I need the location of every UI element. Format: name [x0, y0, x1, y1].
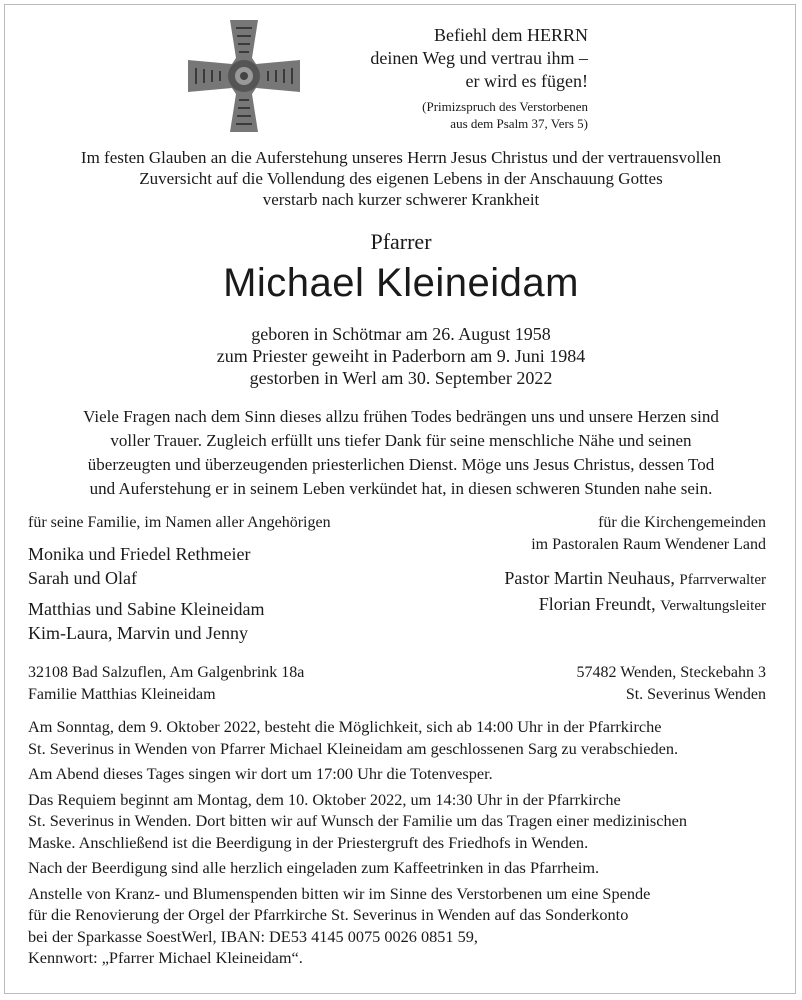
note-line: bei der Sparkasse SoestWerl, IBAN: DE53 4145 0075 0026 0851 59, [28, 926, 478, 946]
motto-verse [370, 24, 588, 93]
note-paragraph [28, 763, 772, 785]
tribute-line: voller Trauer. Zugleich erfüllt uns tiefer Dank für seine menschliche Nähe und seinen [110, 431, 692, 450]
family-members-2 [28, 597, 264, 645]
deceased-name: Michael Kleineidam [223, 261, 579, 305]
signer-role: Pfarrverwalter [679, 572, 766, 588]
intro-line: Zuversicht auf die Vollendung des eigenen Lebens in der Anschauung Gottes [139, 169, 663, 188]
note-line: Kennwort: „Pfarrer Michael Kleineidam“. [28, 948, 303, 967]
note-line: Anstelle von Kranz- und Blumenspenden bitten wir im Sinne des Verstorbenen um eine Spende [28, 883, 651, 903]
motto-source-line: aus dem Psalm 37, Vers 5) [450, 116, 588, 131]
signer [504, 566, 766, 592]
deceased-title: Pfarrer [370, 229, 432, 254]
signer-name: Florian Freundt, [538, 594, 656, 614]
motto-line: er wird es fügen! [465, 71, 588, 91]
intro-line: verstarb nach kurzer schwerer Krankheit [262, 190, 540, 209]
address-line: 57482 Wenden, Steckebahn 3 [576, 664, 766, 681]
family-address [28, 662, 304, 706]
motto-source-line: (Primizspruch des Verstorbenen [422, 99, 588, 114]
family-member: Matthias und Sabine Kleineidam [28, 599, 265, 619]
note-paragraph [28, 883, 772, 969]
family-members-1 [28, 542, 250, 590]
note-paragraph [28, 857, 772, 879]
life-dates [0, 323, 802, 389]
family-heading: für seine Familie, im Namen aller Angehörigen [28, 514, 331, 531]
date-line: geboren in Schötmar am 26. August 1958 [251, 324, 551, 344]
tribute-text [20, 405, 782, 501]
intro-text [0, 147, 802, 210]
tribute-line: überzeugten und überzeugenden priesterlichen Dienst. Möge uns Jesus Christus, dessen Tod [87, 455, 715, 474]
tribute-line: und Auferstehung er in seinem Leben verkündet hat, in diesen schweren Stunden nahe sein. [89, 479, 713, 498]
note-line: Am Sonntag, dem 9. Oktober 2022, besteht die Möglichkeit, sich ab 14:00 Uhr in der Pfarrkirche [28, 717, 662, 736]
note-line: St. Severinus in Wenden von Pfarrer Michael Kleineidam am geschlossenen Sarg zu verabschieden. [28, 738, 679, 758]
parish-address [577, 662, 766, 706]
motto-line: deinen Weg und vertrau ihm – [370, 48, 588, 68]
family-member: Sarah und Olaf [28, 568, 137, 588]
note-line: Nach der Beerdigung sind alle herzlich eingeladen zum Kaffeetrinken in das Pfarrheim. [28, 858, 600, 877]
parish-heading [531, 512, 766, 556]
address-line: St. Severinus Wenden [625, 686, 766, 703]
tribute-line: Viele Fragen nach dem Sinn dieses allzu frühen Todes bedrängen uns und unsere Herzen sind [83, 407, 719, 426]
note-paragraph [28, 789, 772, 854]
address-line: Familie Matthias Kleineidam [28, 686, 216, 703]
note-line: für die Renovierung der Orgel der Pfarrkirche St. Severinus in Wenden auf das Sonderkonto [28, 905, 629, 924]
cross-icon [186, 18, 302, 134]
date-line: gestorben in Werl am 30. September 2022 [249, 368, 553, 388]
note-line: St. Severinus in Wenden. Dort bitten wir auf Wunsch der Familie um das Tragen einer medizinischen [28, 811, 687, 830]
date-line: zum Priester geweiht in Paderborn am 9. Juni 1984 [216, 346, 586, 366]
event-notes [28, 716, 772, 973]
address-line: 32108 Bad Salzuflen, Am Galgenbrink 18a [28, 664, 305, 681]
signer-role: Verwaltungsleiter [660, 598, 766, 614]
parish-signers [504, 566, 766, 618]
parish-heading-line: für die Kirchengemeinden [598, 514, 766, 531]
note-line: Am Abend dieses Tages singen wir dort um 17:00 Uhr die Totenvesper. [28, 764, 493, 783]
motto-source [422, 98, 588, 132]
note-paragraph [28, 716, 772, 759]
intro-line: Im festen Glauben an die Auferstehung unseres Herrn Jesus Christus und der vertrauensvollen [80, 148, 722, 167]
signer-name: Pastor Martin Neuhaus, [504, 568, 675, 588]
motto-line: Befiehl dem HERRN [434, 25, 588, 45]
family-member: Kim-Laura, Marvin und Jenny [28, 623, 248, 643]
note-line: Das Requiem beginnt am Montag, dem 10. Oktober 2022, um 14:30 Uhr in der Pfarrkirche [28, 789, 621, 809]
family-member: Monika und Friedel Rethmeier [28, 544, 251, 564]
note-line: Maske. Anschließend ist die Beerdigung in der Priestergruft des Friedhofs in Wenden. [28, 832, 589, 852]
signer [504, 592, 766, 618]
parish-heading-line: im Pastoralen Raum Wendener Land [531, 536, 766, 553]
